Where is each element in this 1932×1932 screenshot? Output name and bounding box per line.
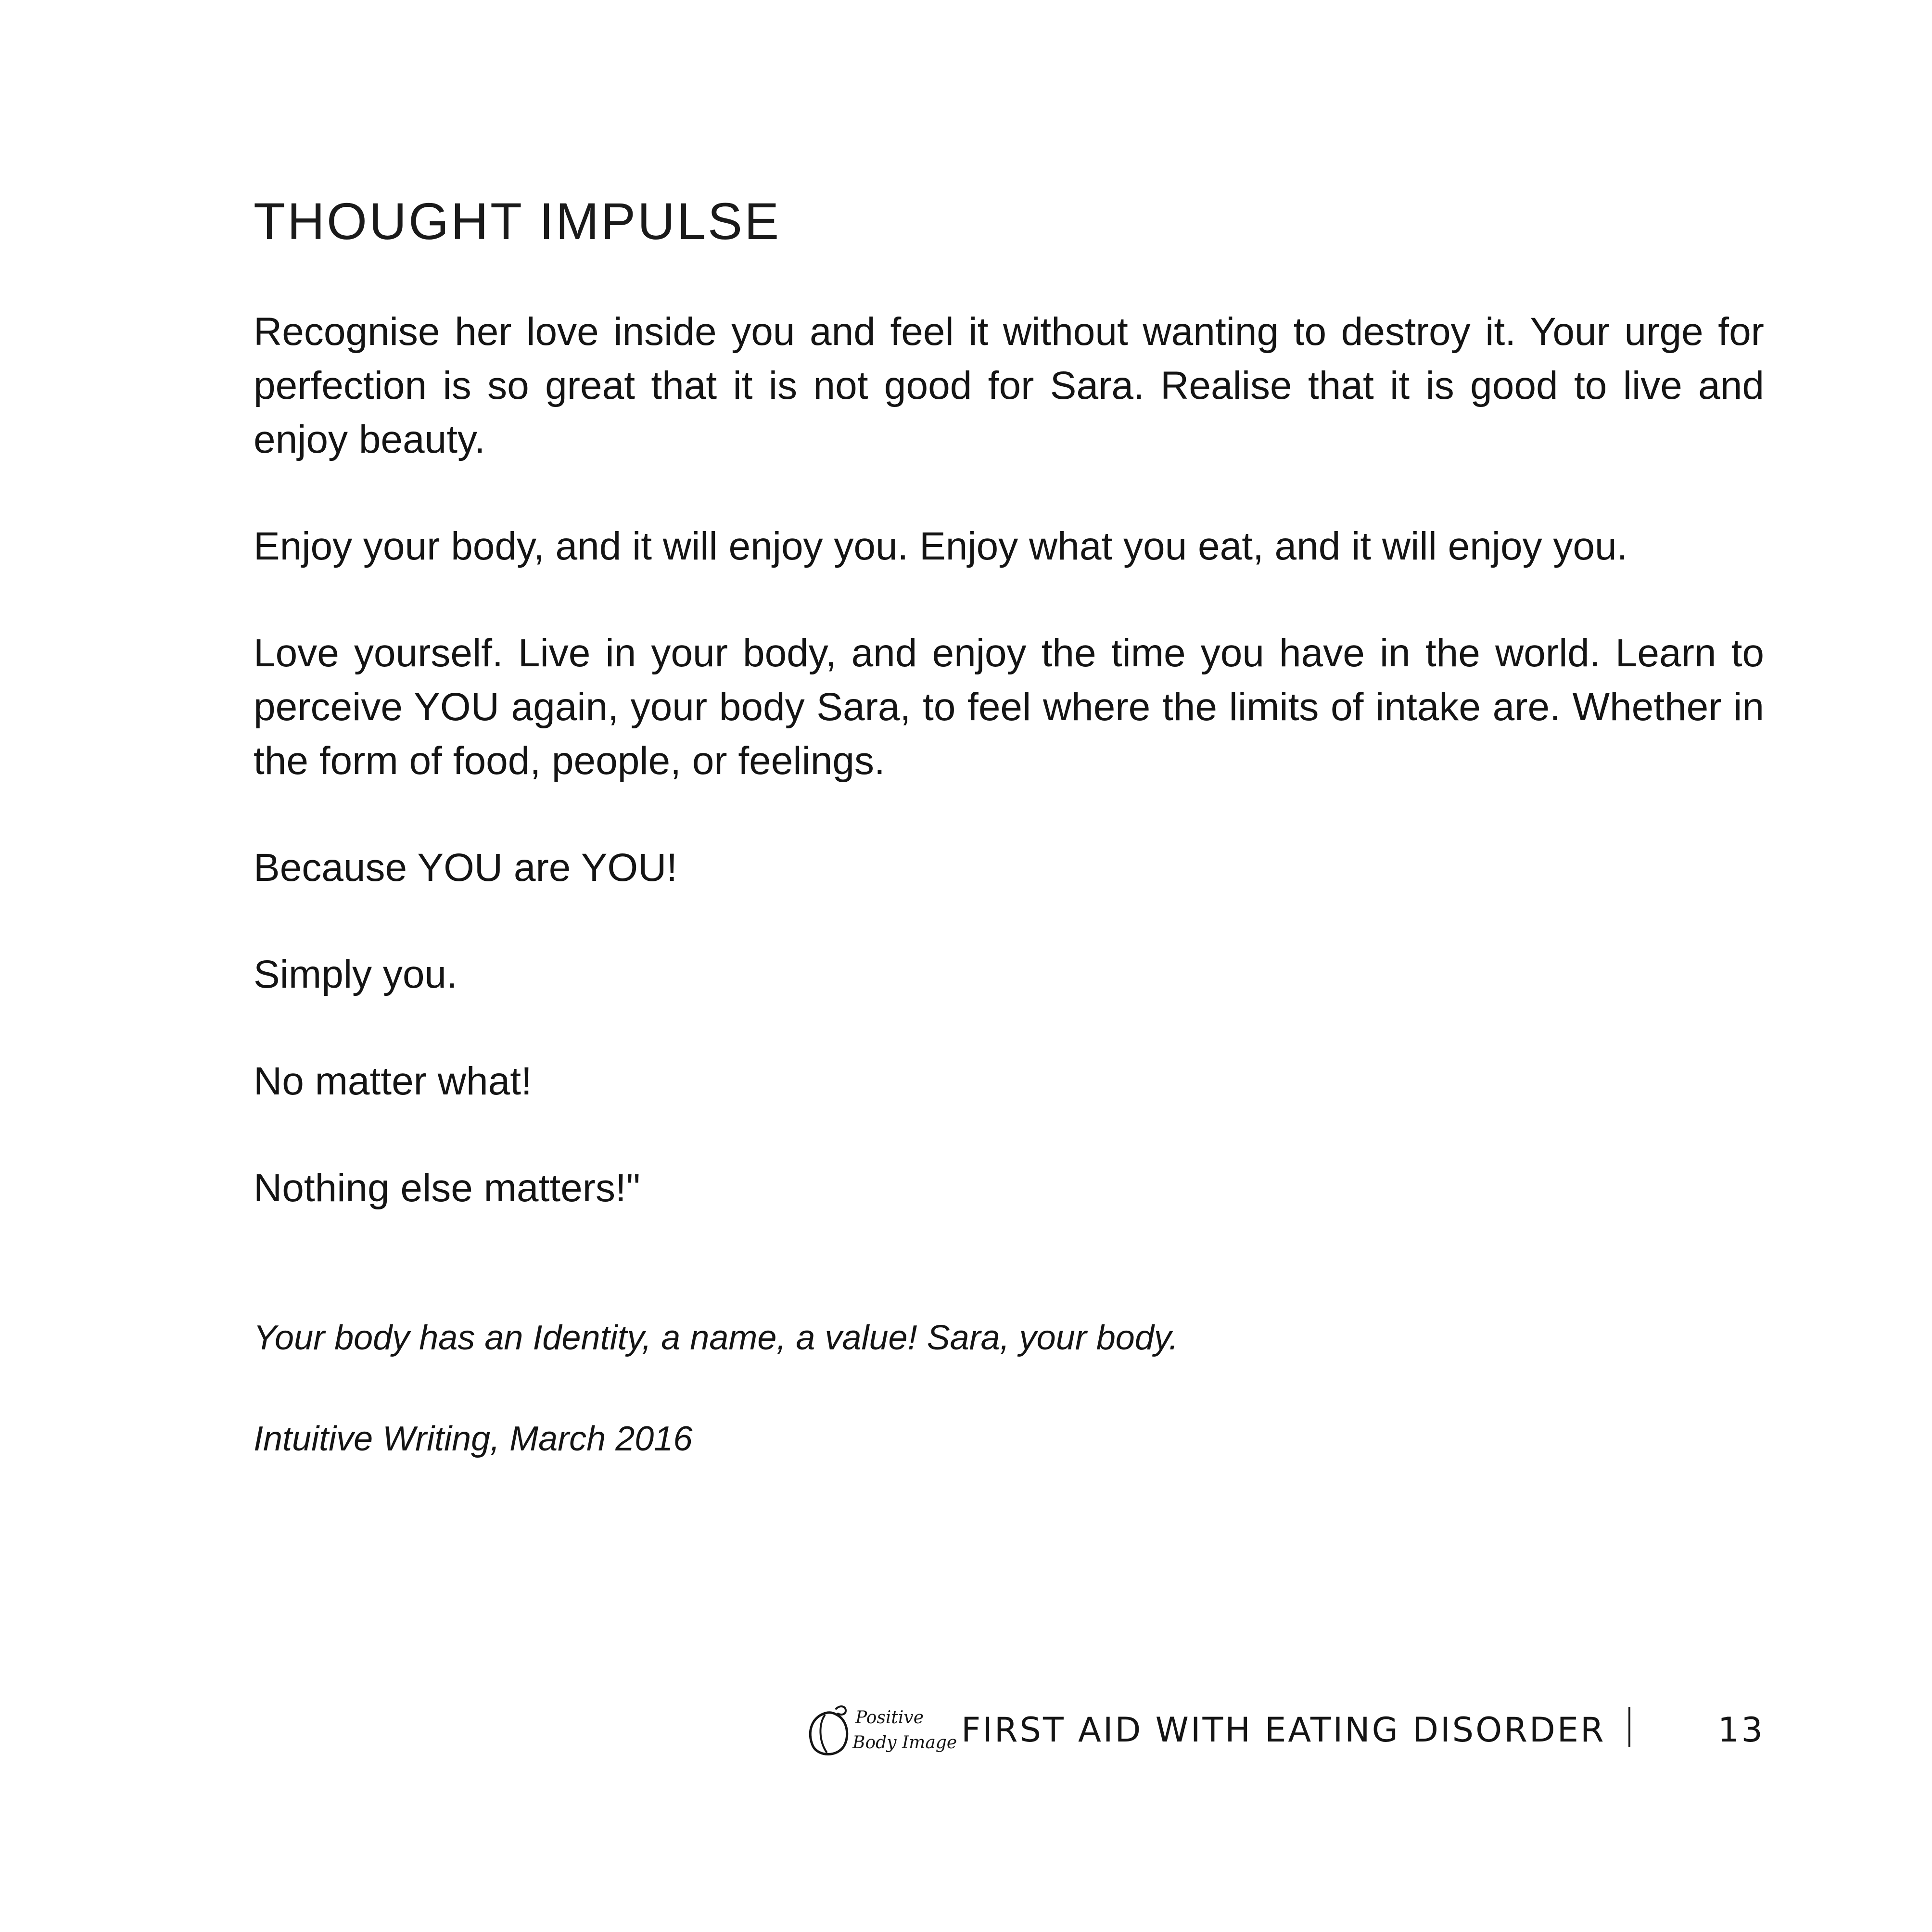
book-title: FIRST AID WITH EATING DISORDER	[961, 1710, 1606, 1750]
svg-text:Positive: Positive	[855, 1708, 924, 1728]
paragraph: Love yourself. Live in your body, and enjoy the time you have in the world. Learn to perceive YOU again, your body Sara, to feel where the limits of intake are. Whether in the form of food, people, or feelings.	[254, 631, 1764, 783]
body-text	[254, 305, 1764, 1215]
positive-body-image-logo	[802, 1698, 959, 1761]
paragraph: No matter what!	[254, 1059, 532, 1103]
page-footer	[802, 1698, 1765, 1761]
paragraph: Recognise her love inside you and feel it without wanting to destroy it. Your urge for perfection is so great that it is not good for Sara. Realise that it is good to live and enjoy beauty.	[254, 310, 1764, 461]
italic-source: Intuitive Writing, March 2016	[254, 1420, 693, 1458]
signature-block	[254, 1314, 1764, 1463]
paragraph: Enjoy your body, and it will enjoy you. Enjoy what you eat, and it will enjoy you.	[254, 524, 1628, 568]
page-content	[254, 188, 1764, 1463]
footer-divider	[1628, 1707, 1630, 1747]
italic-quote: Your body has an Identity, a name, a value! Sara, your body.	[254, 1319, 1179, 1357]
paragraph: Because YOU are YOU!	[254, 846, 678, 890]
paragraph: Nothing else matters!"	[254, 1166, 640, 1210]
svg-text:Body Image: Body Image	[852, 1733, 957, 1753]
paragraph: Simply you.	[254, 953, 458, 996]
page-number: 13	[1717, 1710, 1765, 1750]
page-title: THOUGHT IMPULSE	[254, 192, 781, 250]
